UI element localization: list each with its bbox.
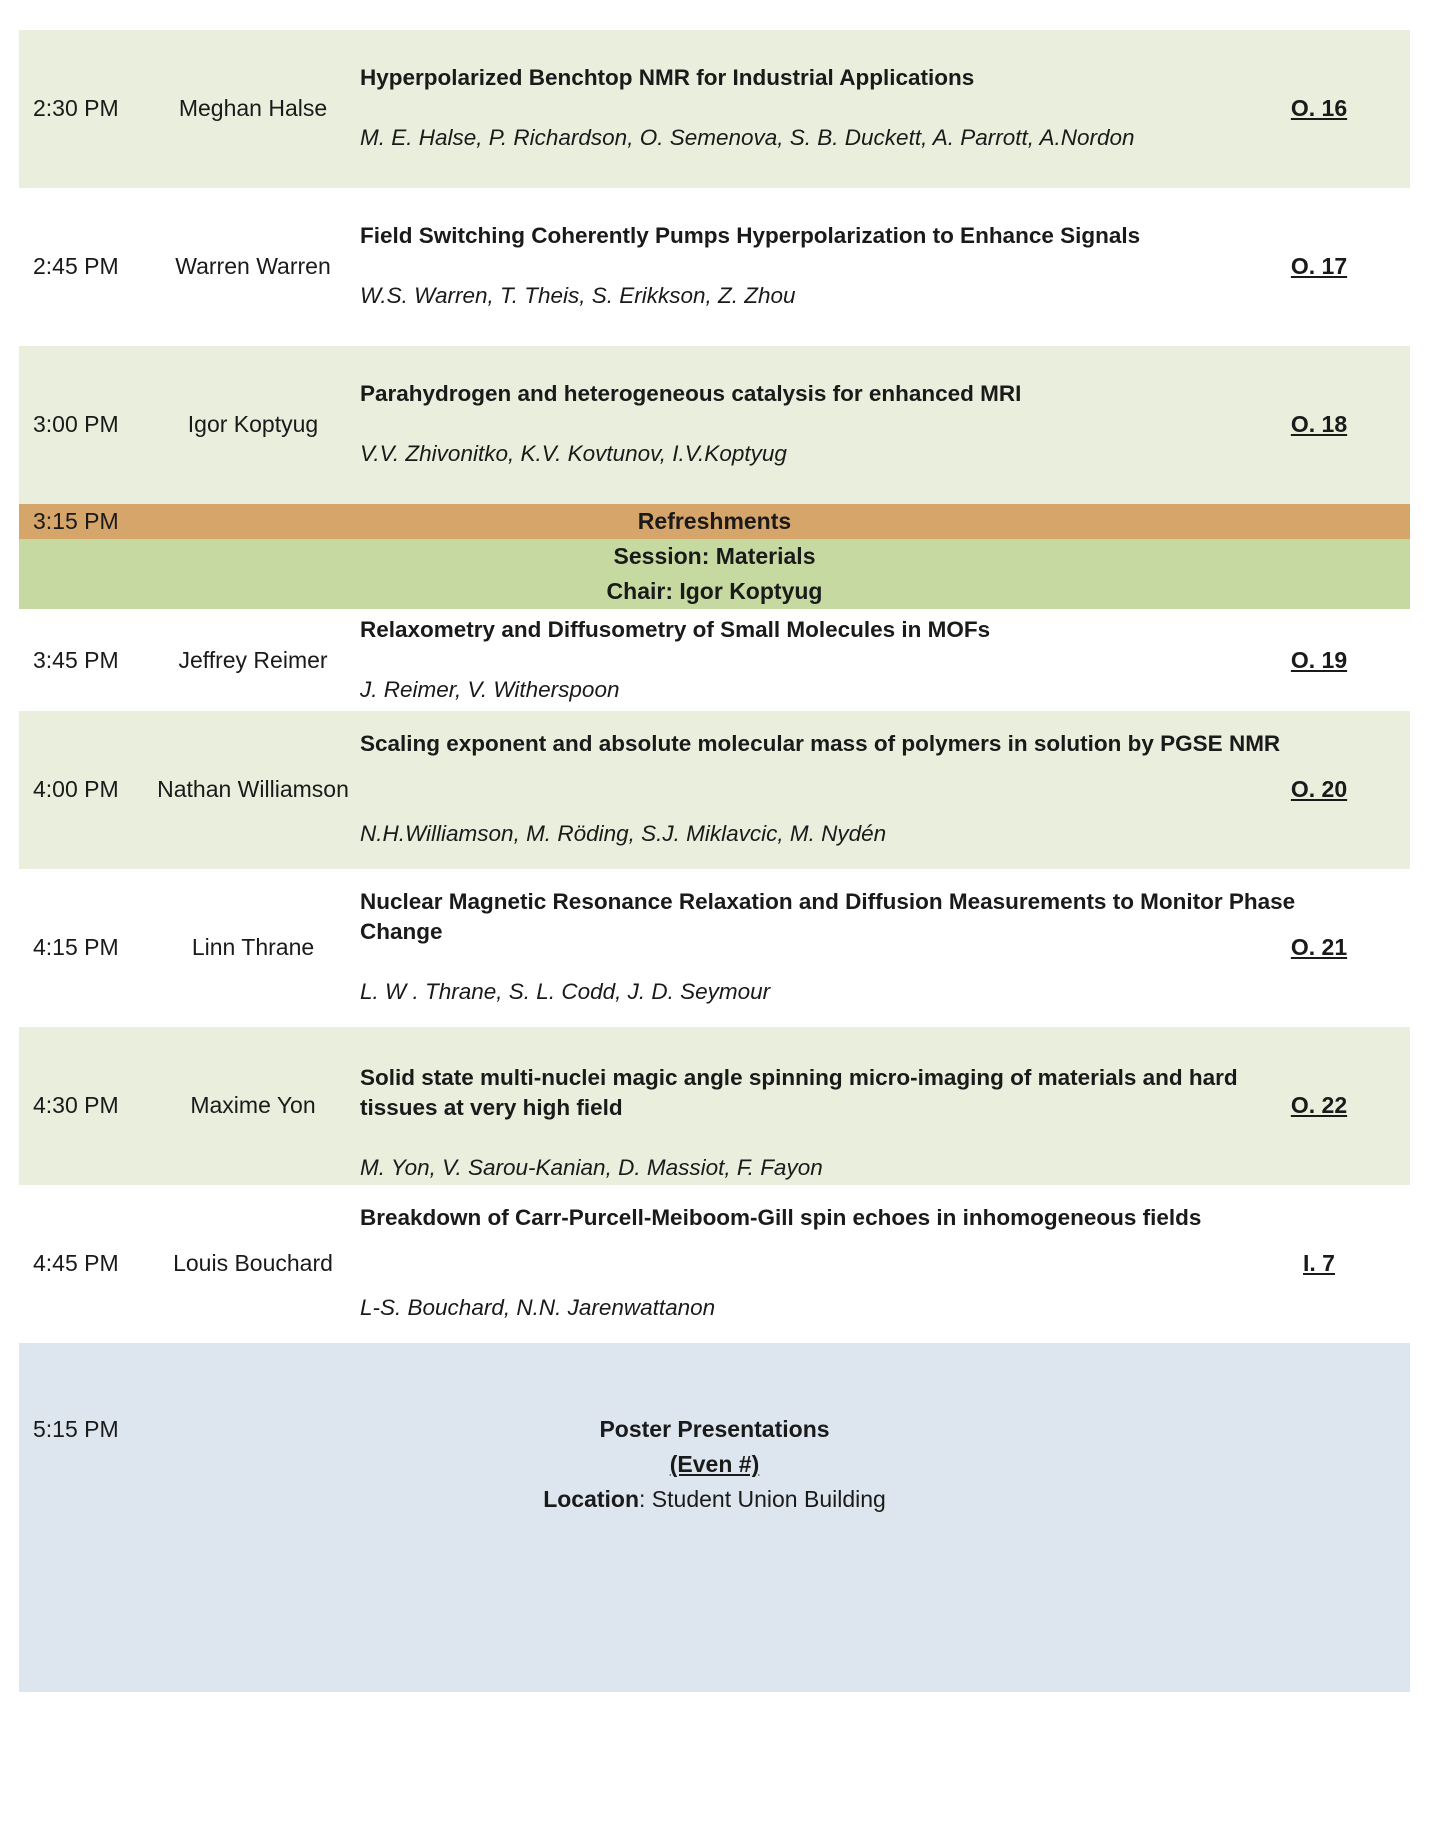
talk-speaker: Nathan Williamson [157, 776, 349, 802]
session-header [19, 539, 1410, 609]
talk-speaker: Louis Bouchard [173, 1250, 333, 1276]
abstract-code-link[interactable]: O. 17 [1290, 253, 1348, 279]
abstract-code-link[interactable]: O. 19 [1290, 647, 1348, 673]
talk-authors: M. E. Halse, P. Richardson, O. Semenova, S. B. Duckett, A. Parrott, A.Nordon [360, 125, 1135, 150]
abstract-code-link[interactable]: O. 16 [1290, 95, 1348, 121]
talk-time: 4:00 PM [33, 776, 119, 802]
location-label: Location [543, 1486, 640, 1512]
talk-authors: J. Reimer, V. Witherspoon [360, 677, 620, 702]
schedule-row [19, 346, 1410, 504]
talk-title: Hyperpolarized Benchtop NMR for Industrial Applications [360, 65, 975, 90]
abstract-code-link[interactable]: O. 20 [1290, 776, 1348, 802]
talk-time: 4:45 PM [33, 1250, 119, 1276]
schedule-row [19, 1027, 1410, 1185]
talk-speaker: Linn Thrane [191, 934, 315, 960]
talk-speaker: Maxime Yon [190, 1092, 316, 1118]
poster-time: 5:15 PM [33, 1416, 119, 1442]
talk-speaker: Meghan Halse [178, 95, 328, 121]
talk-speaker: Warren Warren [175, 253, 331, 279]
poster-subtitle: (Even #) [669, 1451, 760, 1477]
break-row [19, 504, 1410, 539]
schedule-row [19, 711, 1410, 869]
location-value: : Student Union Building [639, 1486, 886, 1512]
talk-title: Nuclear Magnetic Resonance Relaxation and Diffusion Measurements to Monitor Phase Change [360, 889, 1296, 944]
schedule-row [19, 869, 1410, 1027]
talk-title: Scaling exponent and absolute molecular mass of polymers in solution by PGSE NMR [360, 731, 1281, 756]
talk-title: Parahydrogen and heterogeneous catalysis for enhanced MRI [360, 381, 1022, 406]
talk-time: 4:15 PM [33, 934, 119, 960]
talk-title: Breakdown of Carr-Purcell-Meiboom-Gill spin echoes in inhomogeneous fields [360, 1205, 1202, 1230]
talk-authors: N.H.Williamson, M. Röding, S.J. Miklavcic, M. Nydén [360, 821, 887, 846]
abstract-code-link[interactable]: O. 18 [1290, 411, 1348, 437]
talk-authors: W.S. Warren, T. Theis, S. Erikkson, Z. Zhou [360, 283, 796, 308]
talk-authors: L. W . Thrane, S. L. Codd, J. D. Seymour [360, 979, 771, 1004]
talk-speaker: Jeffrey Reimer [178, 647, 328, 673]
talk-time: 3:00 PM [33, 411, 119, 437]
session-name: Session: Materials [613, 543, 816, 569]
poster-row [19, 1343, 1410, 1692]
break-time: 3:15 PM [33, 508, 119, 534]
talk-title: Solid state multi-nuclei magic angle spinning micro-imaging of materials and hard tissues at very high field [360, 1065, 1238, 1120]
talk-title: Relaxometry and Diffusometry of Small Molecules in MOFs [360, 617, 991, 642]
talk-authors: L-S. Bouchard, N.N. Jarenwattanon [360, 1295, 716, 1320]
abstract-code-link[interactable]: I. 7 [1303, 1250, 1335, 1276]
talk-title: Field Switching Coherently Pumps Hyperpolarization to Enhance Signals [360, 223, 1141, 248]
session-chair: Chair: Igor Koptyug [606, 578, 823, 604]
break-label: Refreshments [637, 508, 792, 534]
talk-authors: V.V. Zhivonitko, K.V. Kovtunov, I.V.Koptyug [360, 441, 787, 466]
talk-time: 3:45 PM [33, 647, 119, 673]
schedule-row [19, 1185, 1410, 1343]
talk-authors: M. Yon, V. Sarou-Kanian, D. Massiot, F. Fayon [360, 1155, 823, 1180]
talk-speaker: Igor Koptyug [187, 411, 319, 437]
abstract-code-link[interactable]: O. 22 [1290, 1092, 1348, 1118]
schedule-row [19, 188, 1410, 346]
abstract-code-link[interactable]: O. 21 [1290, 934, 1348, 960]
schedule-row [19, 30, 1410, 188]
poster-title: Poster Presentations [599, 1416, 830, 1442]
talk-time: 2:30 PM [33, 95, 119, 121]
schedule-row [19, 609, 1410, 711]
talk-time: 2:45 PM [33, 253, 119, 279]
poster-location [19, 1486, 1410, 1513]
talk-time: 4:30 PM [33, 1092, 119, 1118]
